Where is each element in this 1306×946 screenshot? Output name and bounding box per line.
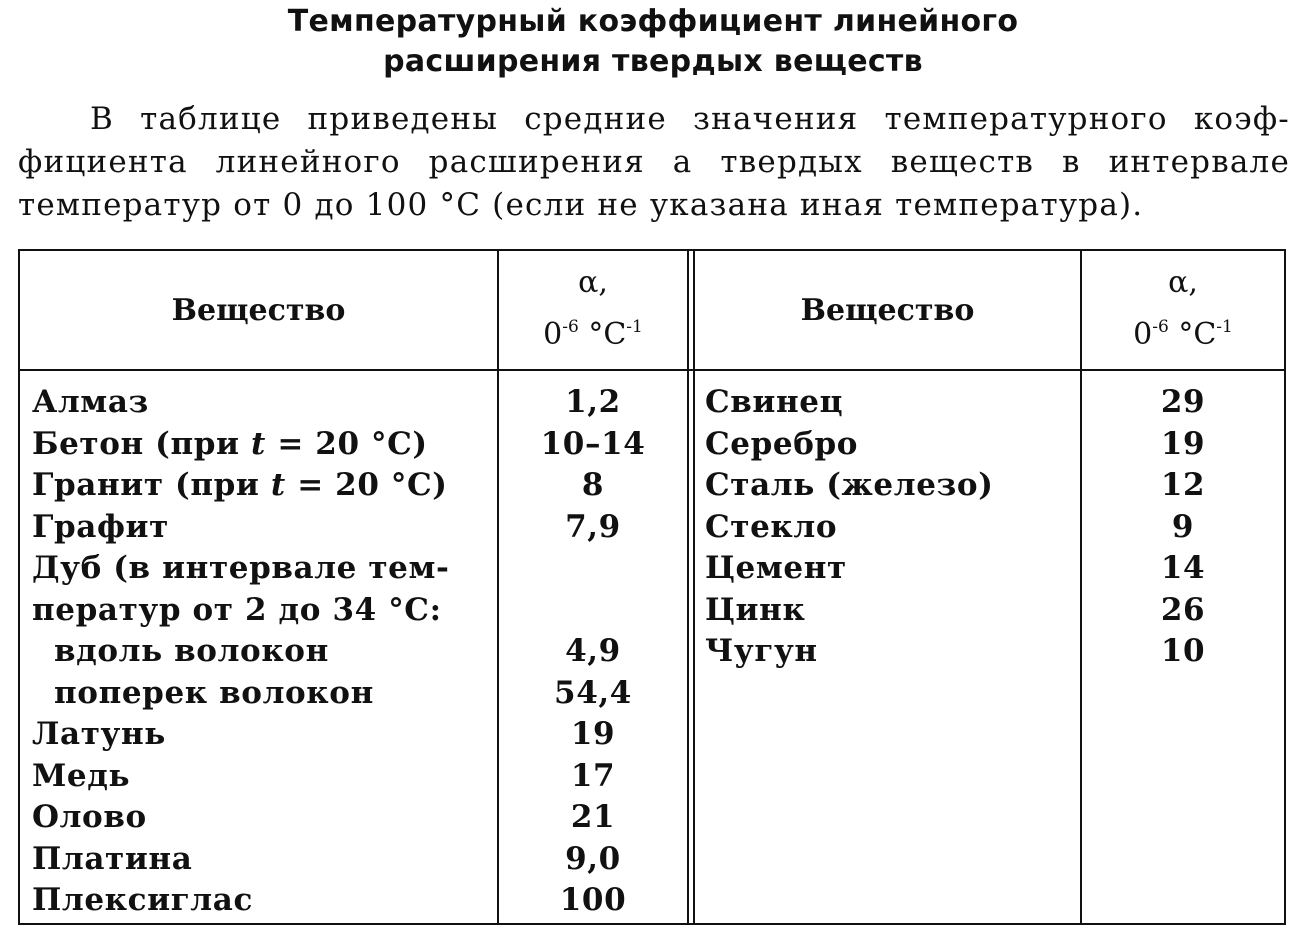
right-substance-column <box>705 382 1077 673</box>
header-unit: $0^{-6}$ $^\circ C^{-1}$ <box>1133 317 1233 352</box>
intro-line-2: фициента линейного расширения а твердых веществ в интервале <box>18 144 1290 180</box>
table-row-value: 14 <box>1160 550 1206 586</box>
table-row-value: 19 <box>570 716 616 752</box>
table-row-value: 29 <box>1160 384 1206 420</box>
table-row-name: Латунь <box>32 716 166 752</box>
table-row-value: 12 <box>1160 467 1206 503</box>
intro-paragraph <box>18 98 1290 227</box>
table-row-value: 21 <box>570 799 616 835</box>
left-substance-column <box>32 382 494 922</box>
table-row-name: Цемент <box>705 550 847 586</box>
table-row-name: Свинец <box>705 384 844 420</box>
header-alpha-right <box>1082 251 1284 370</box>
header-alpha-symbol: α, <box>1168 265 1198 300</box>
table-row-name: вдоль волокон <box>54 633 329 669</box>
table-row-value: 10 <box>1160 633 1206 669</box>
table-row-value <box>499 590 687 632</box>
table-row-value <box>499 548 687 590</box>
right-value-column <box>1082 382 1284 673</box>
title-line-2: расширения твердых веществ <box>383 44 923 79</box>
center-divider-a <box>687 251 689 923</box>
table-row-value: 17 <box>570 757 616 794</box>
left-value-column <box>499 382 687 922</box>
table-row-name: Гранит (при t = 20 °C) <box>32 467 448 503</box>
table-row-value: 8 <box>581 467 605 503</box>
table-row-name: Платина <box>32 840 193 877</box>
table-row-name: Дуб (в интервале тем- <box>32 550 450 586</box>
table-row-value: 7,9 <box>565 508 621 545</box>
table-row-name: Олово <box>32 799 147 835</box>
header-alpha-symbol: α, <box>578 265 608 300</box>
intro-line-3: температур от 0 до 100 °С (если не указана иная температура). <box>18 187 1144 223</box>
table-row-name: Сталь (железо) <box>705 467 994 503</box>
table-row-name: Чугун <box>705 633 818 669</box>
table-row-value: 100 <box>559 882 627 918</box>
intro-line-1: В таблице приведены средние значения температурного коэф- <box>90 101 1290 137</box>
header-substance-left: Вещество <box>171 293 346 328</box>
table-row-name: Алмаз <box>32 384 149 420</box>
table-row-value: 1,2 <box>565 384 621 420</box>
table-row-name: Плексиглас <box>32 882 253 918</box>
table-row-value: 26 <box>1160 591 1206 628</box>
title-line-1: Температурный коэффициент линейного <box>287 4 1019 39</box>
table-row-name: Графит <box>32 508 169 545</box>
table-row-value: 9 <box>1171 508 1195 545</box>
header-unit: $0^{-6}$ $^\circ C^{-1}$ <box>543 317 643 352</box>
table-row-name: Серебро <box>705 425 859 462</box>
header-alpha-left <box>499 251 687 370</box>
table-row-value: 9,0 <box>565 840 621 877</box>
header-substance-right: Вещество <box>800 293 975 328</box>
table-row-value: 4,9 <box>565 633 621 669</box>
page-title <box>0 2 1306 82</box>
table-row-name: Медь <box>32 757 131 794</box>
table-row-name: Бетон (при t = 20 °C) <box>32 425 428 462</box>
table-row-name: ператур от 2 до 34 °C: <box>32 591 442 628</box>
table-row-name: Цинк <box>705 591 806 628</box>
table-row-value: 10–14 <box>540 425 646 462</box>
table-row-value: 19 <box>1160 425 1206 462</box>
table-row-name: Стекло <box>705 508 838 545</box>
coefficient-table <box>18 249 1286 925</box>
table-row-name: поперек волокон <box>54 674 374 711</box>
table-row-value: 54,4 <box>554 674 632 711</box>
